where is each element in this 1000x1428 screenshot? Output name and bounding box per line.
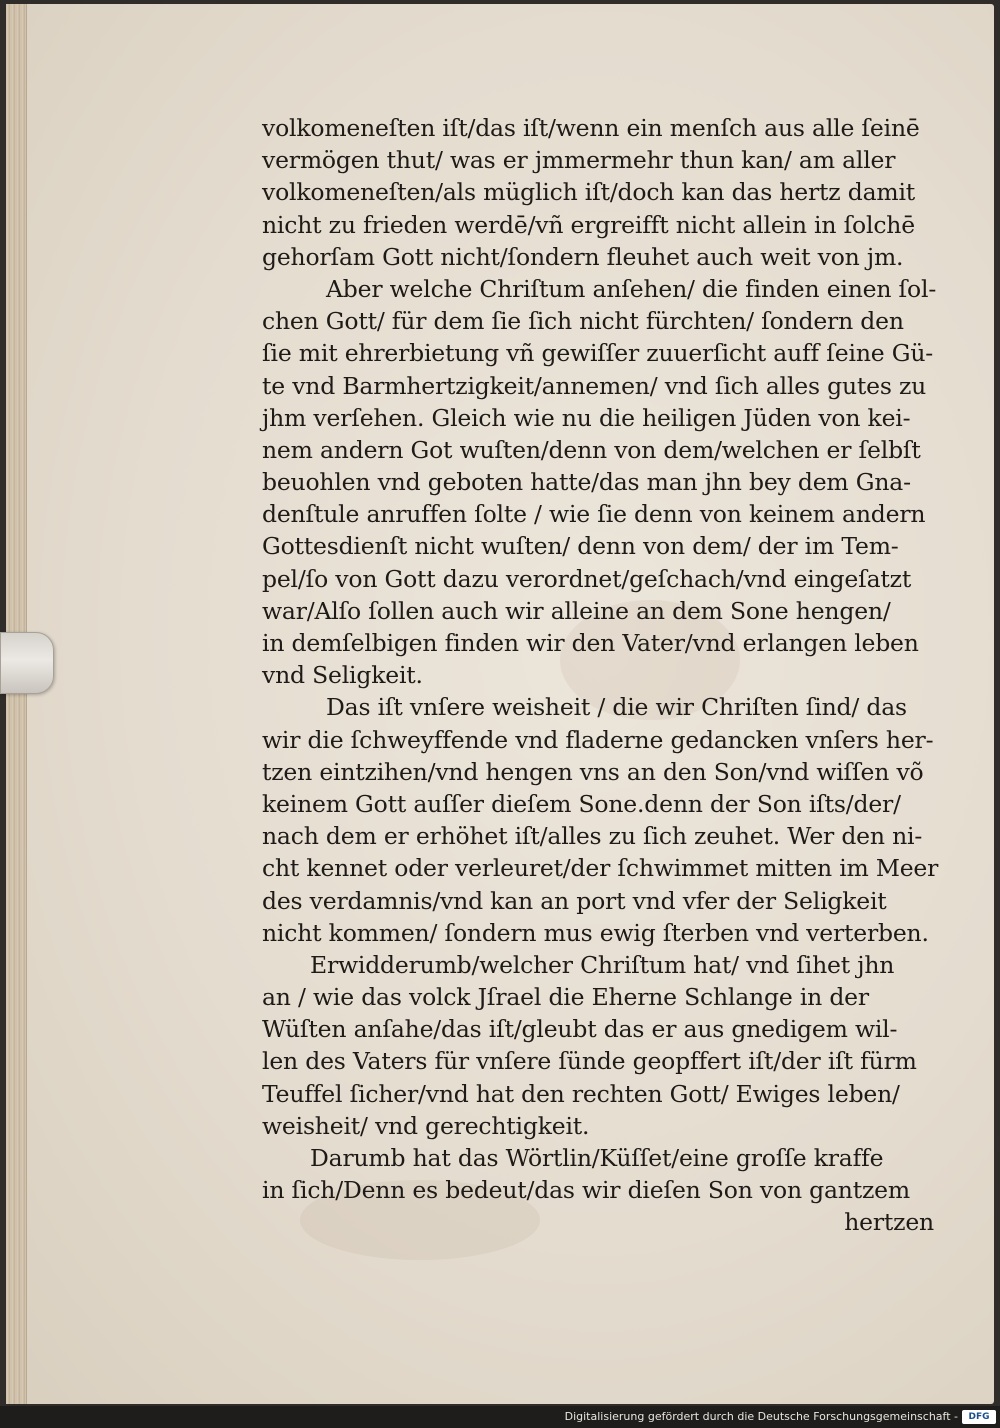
paragraph-start-line: Darumb hat das Wörtlin/Küſſet/eine groſſe kraffe — [310, 1144, 884, 1172]
text-line: Wüſten anſahe/das iſt/gleubt das er aus gnedigem wil- — [262, 1015, 898, 1044]
catchword: hertzen — [844, 1208, 934, 1237]
text-line: len des Vaters für vnſere ſünde geopffert iſt/der iſt fürm — [262, 1047, 917, 1076]
text-line: keinem Gott auſſer dieſem Sone.denn der Son iſts/der/ — [262, 789, 901, 818]
text-line: denſtule anruffen ſolte / wie ſie denn von keinem andern — [262, 500, 926, 529]
text-line: pel/ſo von Gott dazu verordnet/geſchach/vnd eingeſatzt — [262, 564, 912, 593]
page-clip — [0, 632, 54, 694]
text-line: cht kennet oder verleuret/der ſchwimmet mitten im Meer — [262, 854, 939, 883]
text-line: ſie mit ehrerbietung vñ gewiſſer zuuerſicht auff ſeine Gü- — [262, 339, 933, 368]
text-line: nicht zu frieden werdē/vñ ergreifft nicht allein in ſolchē — [262, 210, 915, 239]
text-line: beuohlen vnd geboten hatte/das man jhn bey dem Gna- — [262, 468, 911, 497]
text-line: nem andern Got wuſten/denn von dem/welchen er ſelbſt — [262, 435, 921, 464]
paragraph-start-line: Erwidderumb/welcher Chriſtum hat/ vnd ſihet jhn — [310, 950, 895, 979]
text-line: volkomeneſten iſt/das iſt/wenn ein menſch aus alle ſeinē — [262, 114, 920, 142]
text-line: vermögen thut/ was er jmmermehr thun kan/ am aller — [262, 146, 896, 175]
text-line: Gottesdienſt nicht wuſten/ denn von dem/ der im Tem- — [262, 532, 899, 561]
text-line: war/Alſo ſollen auch wir alleine an dem Sone hengen/ — [262, 596, 891, 625]
page-edges — [6, 4, 27, 1404]
text-line: des verdamnis/vnd kan an port vnd vfer der Seligkeit — [262, 886, 887, 915]
text-line: jhm verſehen. Gleich wie nu die heiligen Jüden von kei- — [262, 403, 911, 432]
text-line: nach dem er erhöhet iſt/alles zu ſich zeuhet. Wer den ni- — [262, 822, 923, 851]
text-line: in ſich/Denn es bedeut/das wir dieſen Son von gantzem — [262, 1176, 910, 1205]
text-line: weisheit/ vnd gerechtigkeit. — [262, 1111, 590, 1140]
text-line: chen Gott/ für dem ſie ſich nicht fürchten/ ſondern den — [262, 307, 904, 336]
text-line: tzen eintzihen/vnd hengen vns an den Son/vnd wiſſen võ — [262, 757, 924, 786]
footer-bar — [0, 1406, 1000, 1428]
paragraph-start-line: Das iſt vnſere weisheit / die wir Chriſten ſind/ das — [326, 693, 907, 722]
paragraph-start-line: Aber welche Chriſtum anſehen/ die finden einen ſol- — [326, 274, 937, 303]
text-line: Teuffel ſicher/vnd hat den rechten Gott/ Ewiges leben/ — [262, 1079, 900, 1108]
text-line: te vnd Barmhertzigkeit/annemen/ vnd ſich alles gutes zu — [262, 371, 927, 400]
funding-notice: Digitalisierung gefördert durch die Deutsche Forschungsgemeinschaft - — [564, 1410, 958, 1423]
text-line: vnd Seligkeit. — [262, 661, 423, 690]
text-line: in demſelbigen finden wir den Vater/vnd erlangen leben — [262, 629, 919, 657]
text-line: an / wie das volck Jſrael die Eherne Schlange in der — [262, 983, 869, 1012]
text-line: gehorſam Gott nicht/ſondern fleuhet auch weit von jm. — [262, 242, 904, 271]
page-text — [262, 112, 938, 1239]
text-line: wir die ſchweyffende vnd fladerne gedancken vnſers her- — [262, 725, 934, 754]
dfg-logo: DFG — [962, 1410, 996, 1424]
text-line: nicht kommen/ ſondern mus ewig ſterben vnd verterben. — [262, 918, 929, 947]
text-line: volkomeneſten/als müglich iſt/doch kan das hertz damit — [262, 178, 916, 207]
